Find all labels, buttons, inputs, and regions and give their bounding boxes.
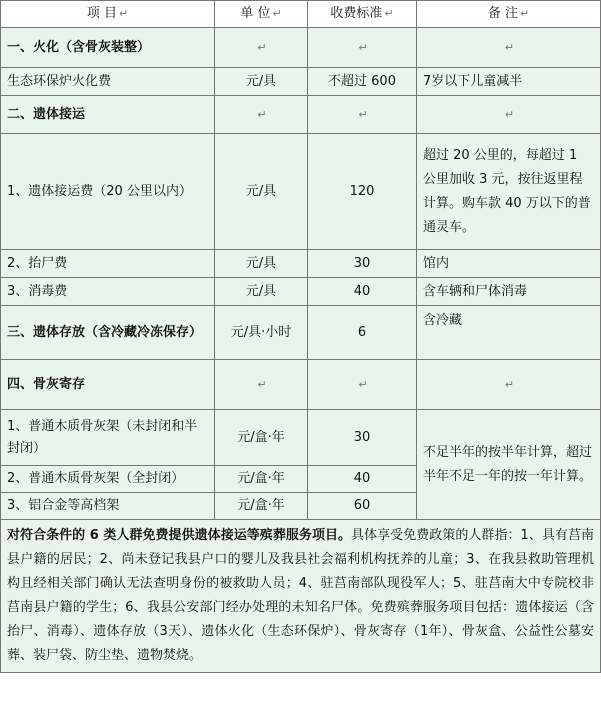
row-note: 含冷藏 (417, 306, 601, 360)
row-item: 三、遗体存放（含冷藏冷冻保存） (1, 306, 215, 360)
row-note: 7岁以下儿童减半 (417, 68, 601, 96)
row-unit: 元/具 (215, 250, 308, 278)
table-row (1, 278, 601, 306)
row-note: 馆内 (417, 250, 601, 278)
row-note: ↵ (417, 360, 601, 410)
row-item: 3、铝合金等高档架 (1, 493, 215, 520)
row-fee: 40 (308, 278, 417, 306)
table-header-row (1, 1, 601, 28)
row-fee: 40 (308, 466, 417, 493)
footer-note (1, 520, 601, 673)
table-row (1, 96, 601, 134)
header-item: 项 目 ↵ (1, 1, 215, 28)
row-note: 超过 20 公里的，每超过 1 公里加收 3 元，按往返里程计算。购车款 40 万以下的普通灵车。 (417, 134, 601, 250)
table-row (1, 68, 601, 96)
row-item: 1、普通木质骨灰架（未封闭和半封闭） (1, 410, 215, 466)
row-fee: 120 (308, 134, 417, 250)
row-item: 一、火化（含骨灰装整） (1, 28, 215, 68)
row-unit: 元/具·小时 (215, 306, 308, 360)
row-item: 1、遗体接运费（20 公里以内） (1, 134, 215, 250)
row-unit: ↵ (215, 360, 308, 410)
row-fee: 30 (308, 250, 417, 278)
row-unit: ↵ (215, 96, 308, 134)
header-fee: 收费标准 ↵ (308, 1, 417, 28)
row-unit: 元/盒·年 (215, 410, 308, 466)
row-fee: 6 (308, 306, 417, 360)
row-unit: ↵ (215, 28, 308, 68)
row-unit: 元/具 (215, 68, 308, 96)
header-unit: 单 位 ↵ (215, 1, 308, 28)
row-fee: 不超过 600 (308, 68, 417, 96)
row-unit: 元/具 (215, 134, 308, 250)
row-fee: 60 (308, 493, 417, 520)
row-item: 2、普通木质骨灰架（全封闭） (1, 466, 215, 493)
row-item: 2、抬尸费 (1, 250, 215, 278)
row-note: ↵ (417, 96, 601, 134)
row-note: ↵ (417, 28, 601, 68)
row-note: 含车辆和尸体消毒 (417, 278, 601, 306)
table-row (1, 250, 601, 278)
row-fee: 30 (308, 410, 417, 466)
row-fee: ↵ (308, 28, 417, 68)
row-item: 二、遗体接运 (1, 96, 215, 134)
row-item: 3、消毒费 (1, 278, 215, 306)
row-note: 不足半年的按半年计算，超过半年不足一年的按一年计算。 (417, 410, 601, 520)
row-fee: ↵ (308, 96, 417, 134)
header-note: 备 注 ↵ (417, 1, 601, 28)
footer-lead: 对符合条件的 6 类人群免费提供遗体接运等殡葬服务项目。 (7, 528, 352, 543)
row-item: 四、骨灰寄存 (1, 360, 215, 410)
table-row (1, 134, 601, 250)
row-unit: 元/具 (215, 278, 308, 306)
footer-row (1, 520, 601, 673)
row-item: 生态环保炉火化费 (1, 68, 215, 96)
row-unit: 元/盒·年 (215, 466, 308, 493)
table-row (1, 410, 601, 466)
table-row (1, 28, 601, 68)
table-row (1, 360, 601, 410)
row-fee: ↵ (308, 360, 417, 410)
row-unit: 元/盒·年 (215, 493, 308, 520)
table-row (1, 306, 601, 360)
footer-text: 具体享受免费政策的人群指：1、具有莒南县户籍的居民；2、尚未登记我县户口的婴儿及我县社会福利机构抚养的儿童；3、在我县救助管理机构且经相关部门确认无法查明身份的被救助人员；4、驻莒南部队现役军人；5、驻莒南大中专院校非莒南县户籍的学生；6、我县公安部门经办处理的未知名尸体。免费殡葬服务项目包括：遗体接运（含抬尸、消毒）、遗体存放（3天）、遗体火化（生态环保炉）、骨灰寄存（1年）、骨灰盒、公益性公墓安葬、装尸袋、防尘垫、遗物焚烧。 (7, 528, 594, 663)
